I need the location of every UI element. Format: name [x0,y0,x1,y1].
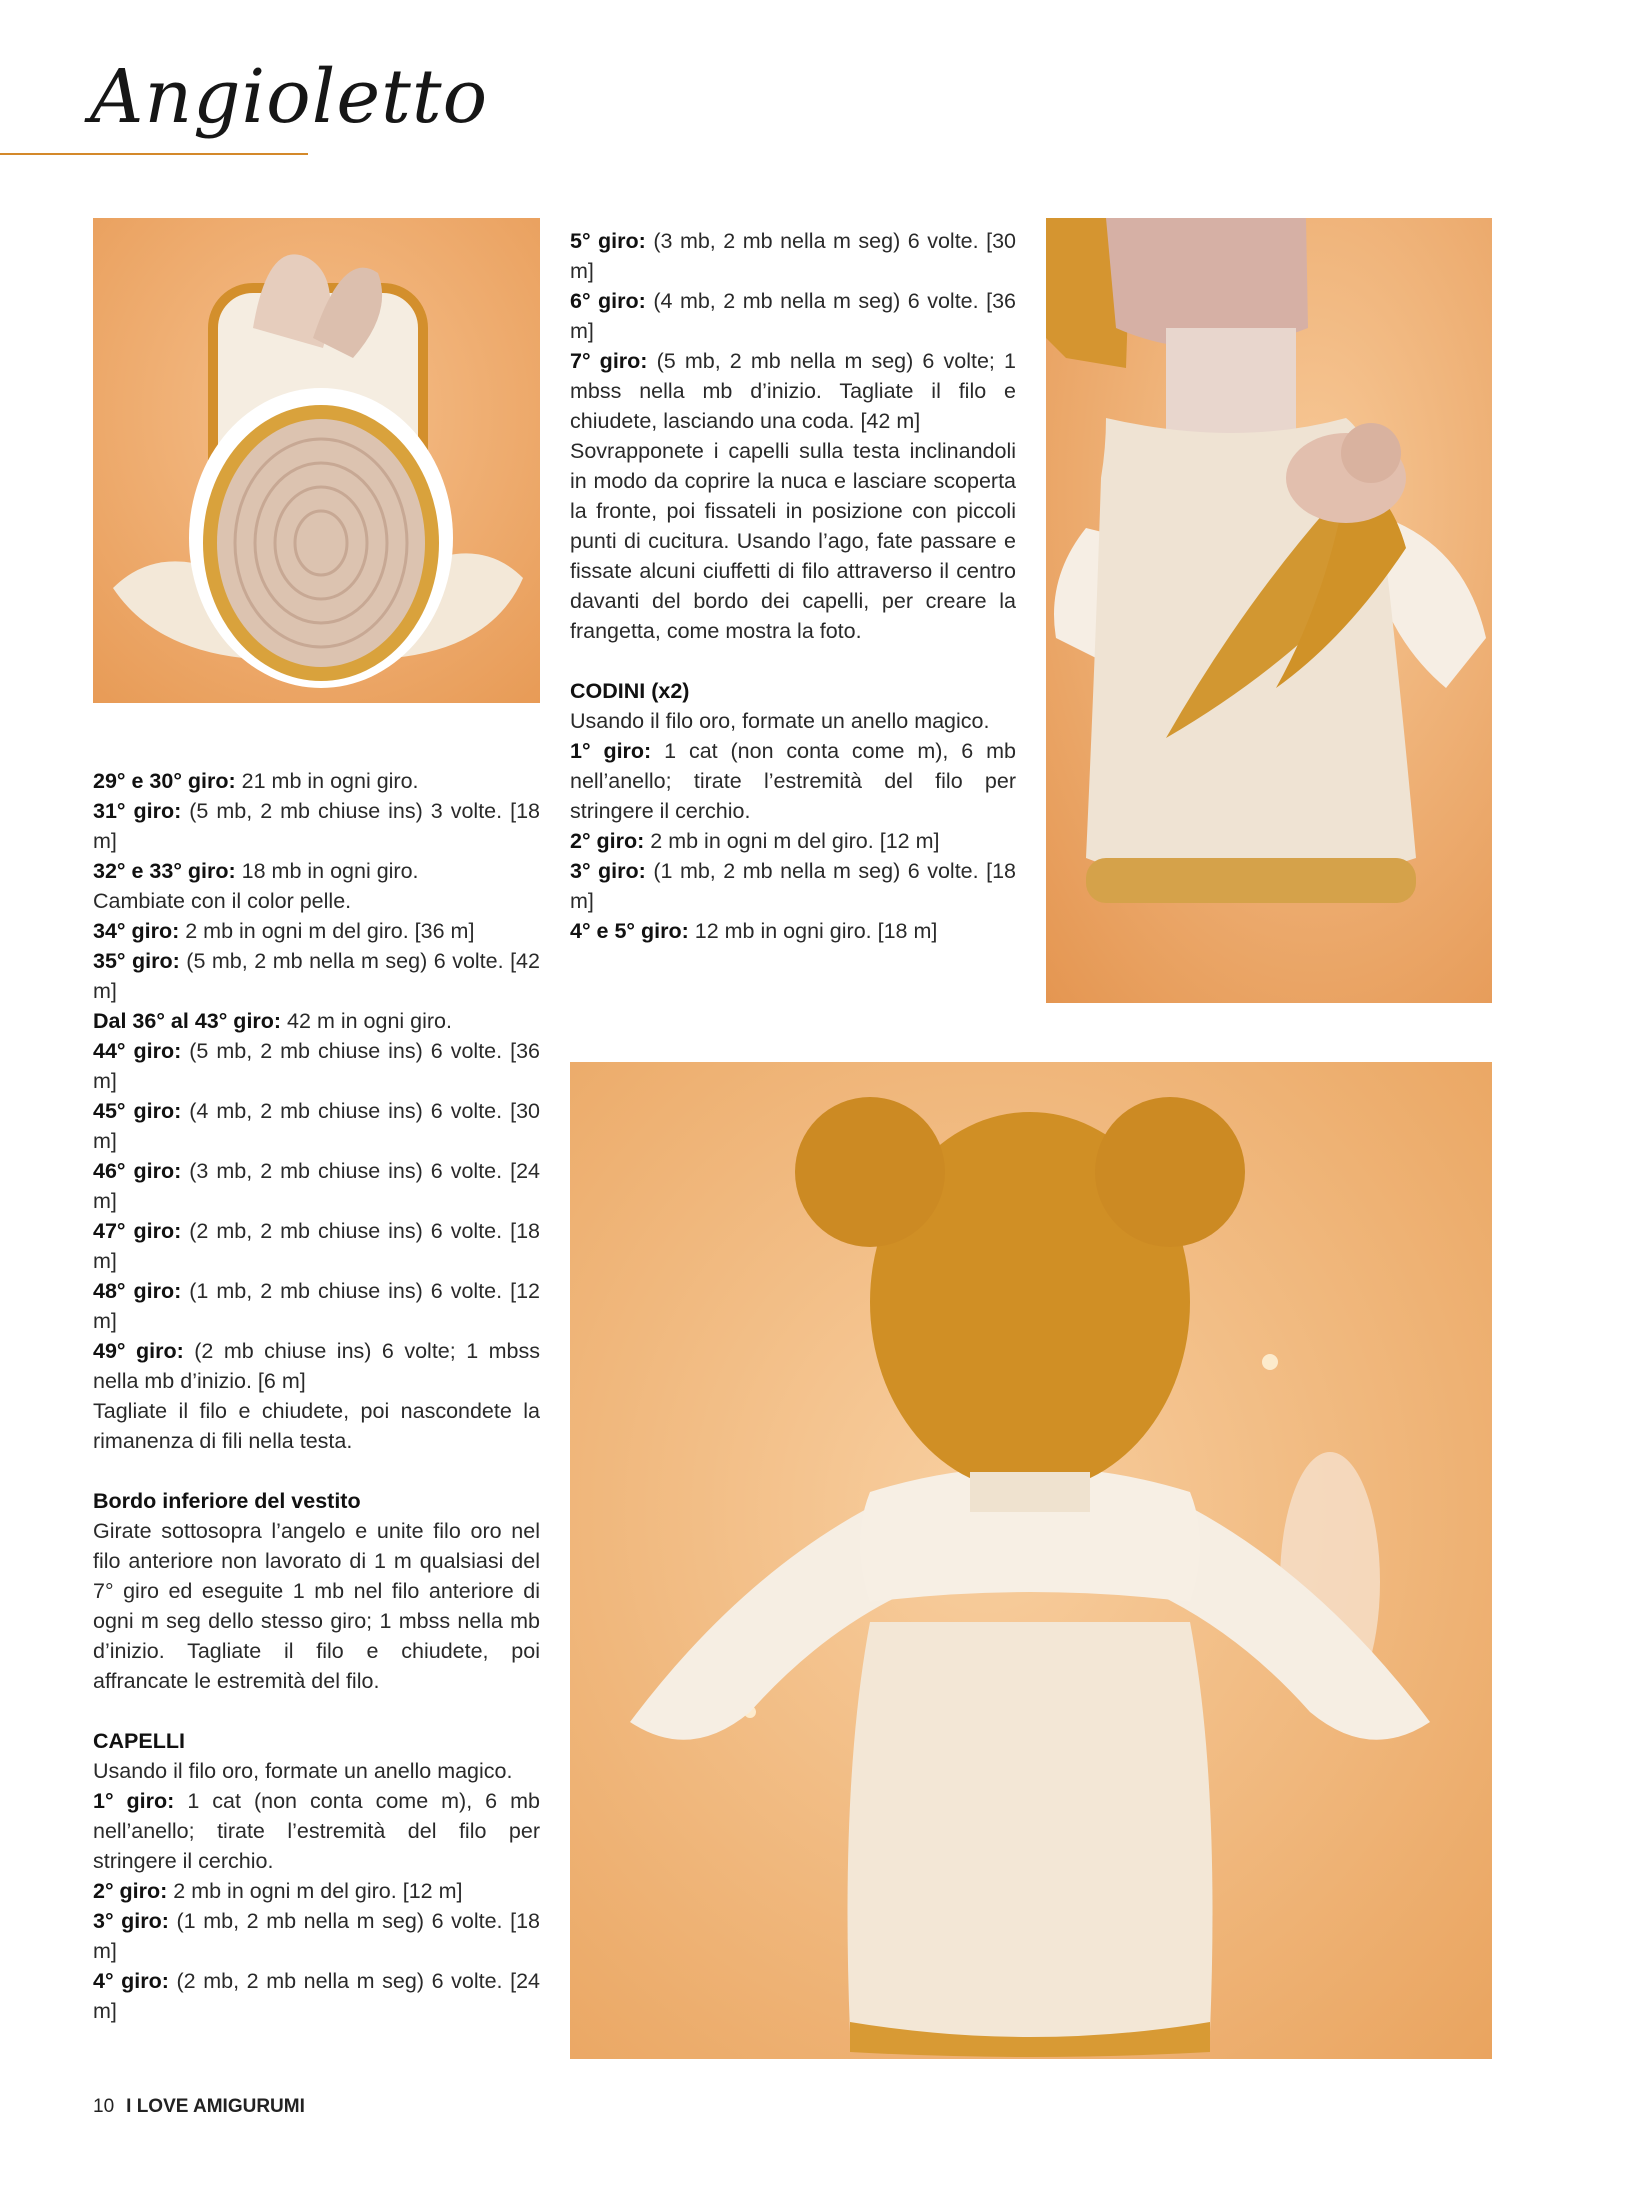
section-heading-codini: CODINI (x2) [570,679,690,703]
round-text: (2 mb, 2 mb nella m seg) 6 volte. [24 m] [93,1969,540,2023]
section-heading-bordo: Bordo inferiore del vestito [93,1489,361,1513]
section-heading-capelli: CAPELLI [93,1729,185,1753]
round-label: 47° giro: [93,1219,182,1243]
round-label: 3° giro: [570,859,646,883]
instruction-line [93,1876,540,1906]
instruction-line [93,1336,540,1396]
instruction-line [570,286,1016,346]
round-label: 32° e 33° giro: [93,859,236,883]
instruction-line [93,1756,540,1786]
round-text: (2 mb, 2 mb chiuse ins) 6 volte. [18 m] [93,1219,540,1273]
instructions-middle-column [570,226,1016,946]
round-label: 49° giro: [93,1339,184,1363]
round-text: (5 mb, 2 mb nella m seg) 6 volte; 1 mbss nella mb d’inizio. Tagliate il filo e chiudete, lasciando una coda. [42 m] [570,349,1016,433]
round-label: 2° giro: [93,1879,168,1903]
round-text: (5 mb, 2 mb chiuse ins) 3 volte. [18 m] [93,799,540,853]
round-text: (4 mb, 2 mb chiuse ins) 6 volte. [30 m] [93,1099,540,1153]
instructions-left-column [93,766,540,2026]
round-label: 44° giro: [93,1039,182,1063]
round-label: 34° giro: [93,919,180,943]
round-text: Usando il filo oro, formate un anello magico. [570,709,990,733]
section-text-bordo: Girate sottosopra l’angelo e unite filo oro nel filo anteriore non lavorato di 1 m qualsiasi del 7° giro ed eseguite 1 mb nel filo anteriore di ogni m seg dello stesso giro; 1 mbss nella mb d’inizio. Tagliate il filo e chiudete, poi affrancate le estremità del filo. [93,1519,540,1693]
rounds-list-capelli-cont [570,226,1016,646]
instruction-line [93,1036,540,1096]
round-label: 5° giro: [570,229,646,253]
instruction-line [93,886,540,916]
round-label: 1° giro: [570,739,652,763]
instruction-line [93,1276,540,1336]
photo-angel-back [570,1062,1492,2059]
round-text: (1 mb, 2 mb nella m seg) 6 volte. [18 m] [570,859,1016,913]
round-label: 4° giro: [93,1969,169,1993]
instruction-line [570,856,1016,916]
round-label: 46° giro: [93,1159,182,1183]
page-title: Angioletto [90,54,489,140]
round-label: 1° giro: [93,1789,175,1813]
round-text: 2 mb in ogni m del giro. [12 m] [167,1879,463,1903]
instruction-line [570,436,1016,646]
round-text: Cambiate con il color pelle. [93,889,352,913]
round-text: 2 mb in ogni m del giro. [36 m] [179,919,475,943]
instruction-line [570,226,1016,286]
instruction-line [93,1156,540,1216]
instruction-line [93,946,540,1006]
photo-angel-base [93,218,540,703]
round-label: 3° giro: [93,1909,169,1933]
instruction-line [570,916,1016,946]
instruction-line [93,1096,540,1156]
title-underline [0,153,308,155]
round-text: 2 mb in ogni m del giro. [12 m] [644,829,940,853]
instruction-line [570,826,1016,856]
round-text: (4 mb, 2 mb nella m seg) 6 volte. [36 m] [570,289,1016,343]
round-text: (5 mb, 2 mb nella m seg) 6 volte. [42 m] [93,949,540,1003]
round-text: Tagliate il filo e chiudete, poi nascondete la rimanenza di fili nella testa. [93,1399,540,1453]
rounds-list-codini [570,706,1016,946]
instruction-line [93,856,540,886]
instruction-line [93,1006,540,1036]
magazine-name: I LOVE AMIGURUMI [126,2096,305,2117]
round-label: Dal 36° al 43° giro: [93,1009,282,1033]
round-text: 42 m in ogni giro. [281,1009,452,1033]
round-text: 1 cat (non conta come m), 6 mb nell’anello; tirate l’estremità del filo per stringere il cerchio. [570,739,1017,823]
round-label: 48° giro: [93,1279,182,1303]
rounds-list-body [93,766,540,1456]
instruction-line [570,736,1016,826]
page-number: 10 [93,2096,115,2117]
round-text: (1 mb, 2 mb nella m seg) 6 volte. [18 m] [93,1909,540,1963]
instruction-line [93,1786,540,1876]
instruction-line [93,1216,540,1276]
instruction-line [93,1396,540,1456]
round-label: 29° e 30° giro: [93,769,236,793]
instruction-line [93,796,540,856]
round-label: 4° e 5° giro: [570,919,689,943]
instruction-line [570,706,1016,736]
round-text: (3 mb, 2 mb chiuse ins) 6 volte. [24 m] [93,1159,540,1213]
round-text: (3 mb, 2 mb nella m seg) 6 volte. [30 m] [570,229,1016,283]
round-text: (1 mb, 2 mb chiuse ins) 6 volte. [12 m] [93,1279,540,1333]
round-label: 7° giro: [570,349,648,373]
instruction-line [93,1966,540,2026]
round-label: 6° giro: [570,289,646,313]
round-text: (2 mb chiuse ins) 6 volte; 1 mbss nella mb d’inizio. [6 m] [93,1339,540,1393]
instruction-line [93,916,540,946]
round-label: 45° giro: [93,1099,182,1123]
round-text: 1 cat (non conta come m), 6 mb nell’anello; tirate l’estremità del filo per stringere il cerchio. [93,1789,541,1873]
round-text: 18 mb in ogni giro. [235,859,419,883]
round-text: Sovrapponete i capelli sulla testa inclinandoli in modo da coprire la nuca e lasciare scoperta la fronte, poi fissateli in posizione con piccoli punti di cucitura. Usando l’ago, fate passare e fissate alcuni ciuffetti di filo attraverso il centro davanti del bordo dei capelli, per creare la frangetta, come mostra la foto. [570,439,1016,643]
round-label: 31° giro: [93,799,182,823]
round-text: 12 mb in ogni giro. [18 m] [688,919,938,943]
photo-angel-front [1046,218,1492,1003]
round-label: 2° giro: [570,829,645,853]
instruction-line [93,1906,540,1966]
page-footer [93,2096,305,2118]
instruction-line [93,766,540,796]
round-label: 35° giro: [93,949,180,973]
round-text: (5 mb, 2 mb chiuse ins) 6 volte. [36 m] [93,1039,540,1093]
round-text: 21 mb in ogni giro. [235,769,419,793]
round-text: Usando il filo oro, formate un anello magico. [93,1759,513,1783]
rounds-list-capelli [93,1756,540,2026]
instruction-line [570,346,1016,436]
